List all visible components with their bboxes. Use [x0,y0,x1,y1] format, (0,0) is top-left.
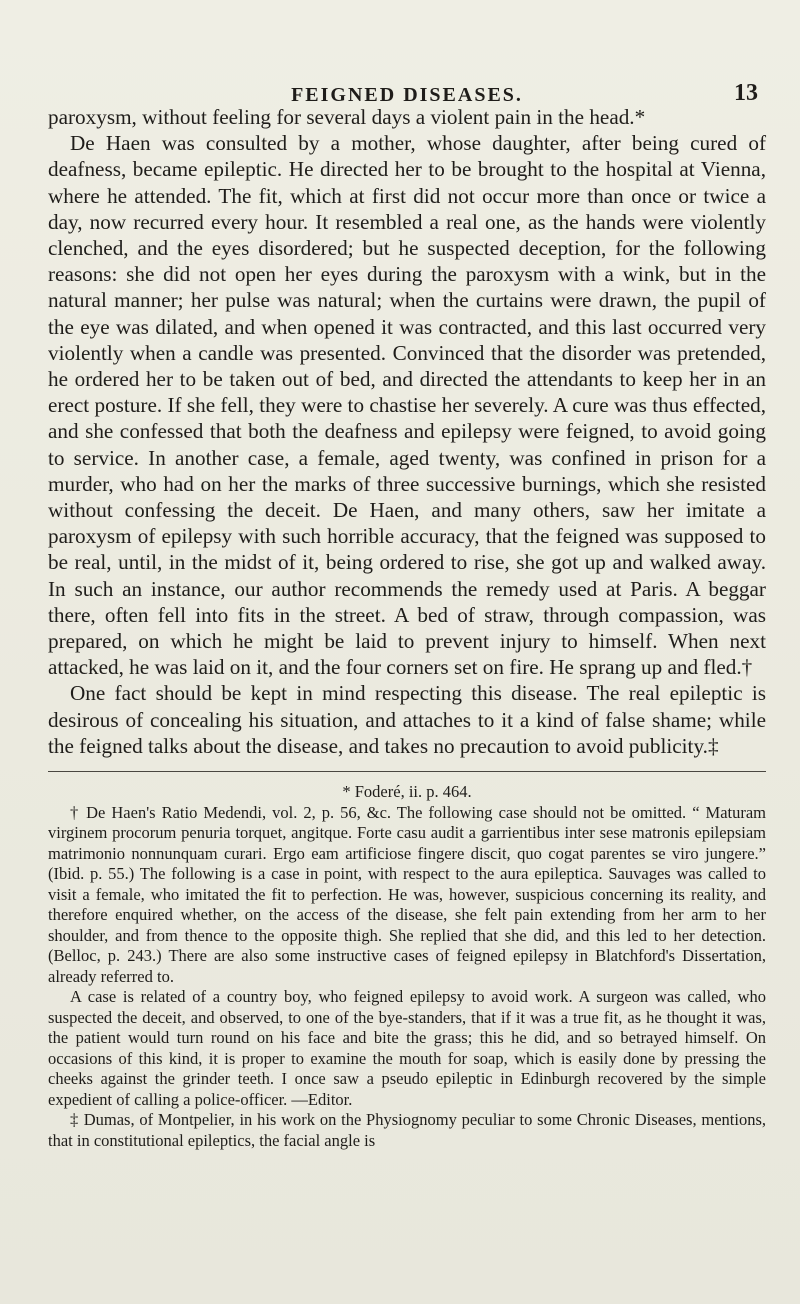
page-number: 13 [734,80,758,106]
footnote-star: * Foderé, ii. p. 464. [342,782,472,802]
paragraph-one-fact: One fact should be kept in mind respecting this disease. The real epileptic is desirous of concealing his situation, and attaches to it a kind of false shame; while the feigned talks about the disease, and takes no precaution to avoid publicity.‡ [48,681,766,758]
footnote-divider [48,771,766,772]
running-title: FEIGNED DISEASES. [291,84,523,106]
footnote-dagger: † De Haen's Ratio Medendi, vol. 2, p. 56, &c. The following case should not be omitted. “ Maturam virginem procorum penuria torquet, angitque. Forte casu audit a garrientibus inter sese matronis epilepsiam matrimonio nonnunquam curari. Ergo eam artificiose fingere discit, quo cogat parentes se viro jungere.” (Ibid. p. 55.) The following is a case in point, with respect to the aura epileptica. Sauvages was called to visit a female, who imitated the fit to perfection. He was, however, suspicious concerning its reality, and therefore enquired whether, on the access of the disease, she felt pain extending from her arm to her shoulder, and from thence to the opposite thigh. She replied that she did, and this led to her detection. (Belloc, p. 243.) There are also some instructive cases of feigned epilepsy in Blatchford's Dissertation, already referred to. [48,802,766,986]
paragraph-continuation: paroxysm, without feeling for several days a violent pain in the head.* [48,105,646,129]
footnote-editor-note: A case is related of a country boy, who feigned epilepsy to avoid work. A surgeon was called, who suspected the deceit, and observed, to one of the bye-standers, that if it was a true fit, as he thought it was, the patient would turn round on his face and bite the grass; this he did, and so betrayed himself. On occasions of this kind, it is proper to examine the mouth for soap, which is easily done by pressing the cheeks against the grinder teeth. I once saw a pseudo epileptic in Edinburgh recovered by the simple expedient of calling a police-officer. —Editor. [48,987,766,1109]
main-text [48,104,766,759]
footnote-double-dagger: ‡ Dumas, of Montpelier, in his work on the Physiognomy peculiar to some Chronic Diseases, mentions, that in constitutional epileptics, the facial angle is [48,1110,766,1150]
page-header [48,70,766,104]
footnotes [48,782,766,1151]
paragraph-de-haen: De Haen was consulted by a mother, whose daughter, after being cured of deafness, became epileptic. He directed her to be brought to the hospital at Vienna, where he attended. The fit, which at first did not occur more than once or twice a day, now recurred every hour. It resembled a real one, as the hands were violently clenched, and the eyes disordered; but he suspected deception, for the following reasons: she did not open her eyes during the paroxysm with a wink, but in the natural manner; her pulse was natural; when the curtains were drawn, the pupil of the eye was dilated, and when opened it was contracted, and this last occurred very violently when a candle was presented. Convinced that the disorder was pretended, he ordered her to be taken out of bed, and directed the attendants to keep her in an erect posture. If she fell, they were to chastise her severely. A cure was thus effected, and she confessed that both the deafness and epilepsy were feigned, to avoid going to service. In another case, a female, aged twenty, was confined in prison for a murder, who had on her the marks of three successive burnings, which she resisted without confessing the deceit. De Haen, and many others, saw her imitate a paroxysm of epilepsy with such horrible accuracy, that the feigned was supposed to be real, until, in the midst of it, being ordered to rise, she got up and walked away. In such an instance, our author recommends the remedy used at Paris. A beggar there, often fell into fits in the street. A bed of straw, through compassion, was prepared, on which he might be laid to prevent injury to himself. When next attacked, he was laid on it, and the four corners set on fire. He sprang up and fled.† [48,131,766,680]
